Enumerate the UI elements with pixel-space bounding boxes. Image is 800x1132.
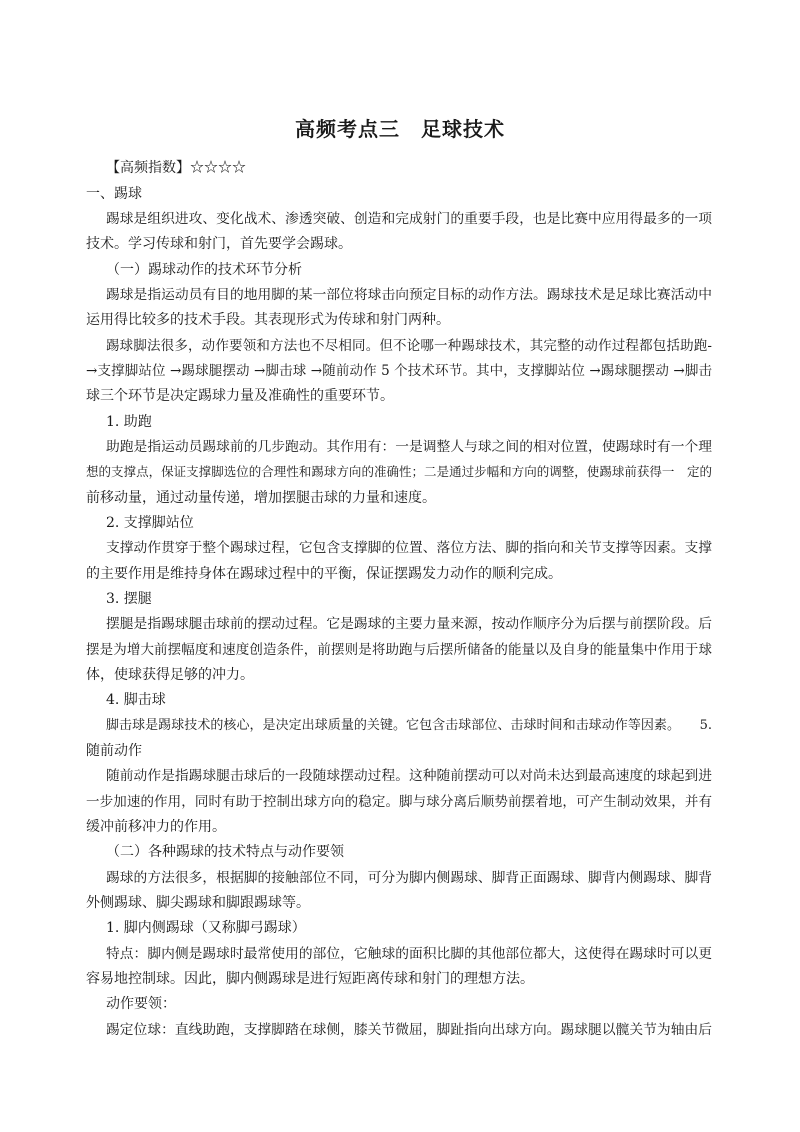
paragraph-line: 球三个环节是决定踢球力量及准确性的重要环节。 [86,388,394,404]
paragraph-line: 摆是为增大前摆幅度和速度创造条件，前摆则是将助跑与后摆所储备的能量以及自身的能量集中作用于球 [86,642,712,658]
subsection-heading: （二）各种踢球的技术特点与动作要领 [106,844,344,860]
item-heading-follow-through: 随前动作 [86,743,142,759]
paragraph-line: 容易地控制球。因此，脚内侧踢球是进行短距离传球和射门的理想方法。 [86,971,534,987]
item-heading-leg-swing: 3. 摆腿 [106,591,152,607]
paragraph-line: 前移动量，通过动量传递，增加摆腿击球的力量和速度。 [86,490,436,506]
item-heading-inside-foot: 1. 脚内侧踢球（又称脚弓踢球） [106,920,306,936]
item-heading-run-up: 1. 助跑 [106,414,152,430]
paragraph-line: 的主要作用是维持身体在踢球过程中的平衡，保证摆踢发力动作的顺利完成。 [86,566,562,582]
subsection-heading: （一）踢球动作的技术环节分析 [106,262,302,278]
paragraph-line: 脚击球是踢球技术的核心，是决定出球质量的关键。它包含击球部位、击球时间和击球动作等因素。 5. [106,718,712,733]
frequency-index: 【高频指数】☆☆☆☆ [106,160,246,176]
paragraph-line: 特点：脚内侧是踢球时最常使用的部位，它触球的面积比脚的其他部位都大，这使得在踢球时可以更 [106,946,712,962]
item-heading-support-foot: 2. 支撑脚站位 [106,515,194,531]
paragraph-line: →支撑脚站位 →踢球腿摆动 →脚击球 →随前动作 5 个技术环节。其中，支撑脚站位 →踢球腿摆动 →脚击 [86,363,712,379]
paragraph-line: 体，使球获得足够的冲力。 [86,667,254,683]
paragraph-line: 摆腿是指踢球腿击球前的摆动过程。它是踢球的主要力量来源，按动作顺序分为后摆与前摆阶段。后 [106,616,712,632]
paragraph-line: 助跑是指运动员踢球前的几步跑动。其作用有：一是调整人与球之间的相对位置，使踢球时有一个理 [106,439,712,455]
paragraph-line: 运用得比较多的技术手段。其表现形式为传球和射门两种。 [86,312,450,328]
paragraph-line: 踢球的方法很多，根据脚的接触部位不同，可分为脚内侧踢球、脚背正面踢球、脚背内侧踢球、脚背 [106,870,712,886]
paragraph-line: 支撑动作贯穿于整个踢球过程，它包含支撑脚的位置、落位方法、脚的指向和关节支撑等因素。支撑 [106,540,712,556]
paragraph-line: 动作要领： [106,996,176,1012]
paragraph-line: 踢球是组织进攻、变化战术、渗透突破、创造和完成射门的重要手段，也是比赛中应用得最多的一项 [106,211,712,227]
page-title: 高频考点三 足球技术 [295,117,505,141]
paragraph-line: 缓冲前移冲力的作用。 [86,819,226,835]
section-heading-kicking: 一、踢球 [86,186,142,202]
item-heading-foot-contact: 4. 脚击球 [106,692,166,708]
paragraph-line: 踢球脚法很多，动作要领和方法也不尽相同。但不论哪一种踢球技术，其完整的动作过程都包括助跑- [106,338,712,354]
paragraph-line: 外侧踢球、脚尖踢球和脚跟踢球等。 [86,895,310,911]
paragraph-line: 踢定位球：直线助跑，支撑脚踏在球侧，膝关节微屈，脚趾指向出球方向。踢球腿以髋关节为轴由后 [106,1022,712,1038]
paragraph-line: 一步加速的作用，同时有助于控制出球方向的稳定。脚与球分离后顺势前摆着地，可产生制动效果，并有 [86,794,712,810]
paragraph-line: 踢球是指运动员有目的地用脚的某一部位将球击向预定目标的动作方法。踢球技术是足球比赛活动中 [106,287,712,303]
paragraph-line: 想的支撑点，保证支撑脚选位的合理性和踢球方向的准确性；二是通过步幅和方向的调整，使踢球前获得一 定的 [86,464,712,479]
paragraph-line: 随前动作是指踢球腿击球后的一段随球摆动过程。这种随前摆动可以对尚未达到最高速度的球起到进 [106,768,712,784]
paragraph-line: 技术。学习传球和射门，首先要学会踢球。 [86,236,352,252]
